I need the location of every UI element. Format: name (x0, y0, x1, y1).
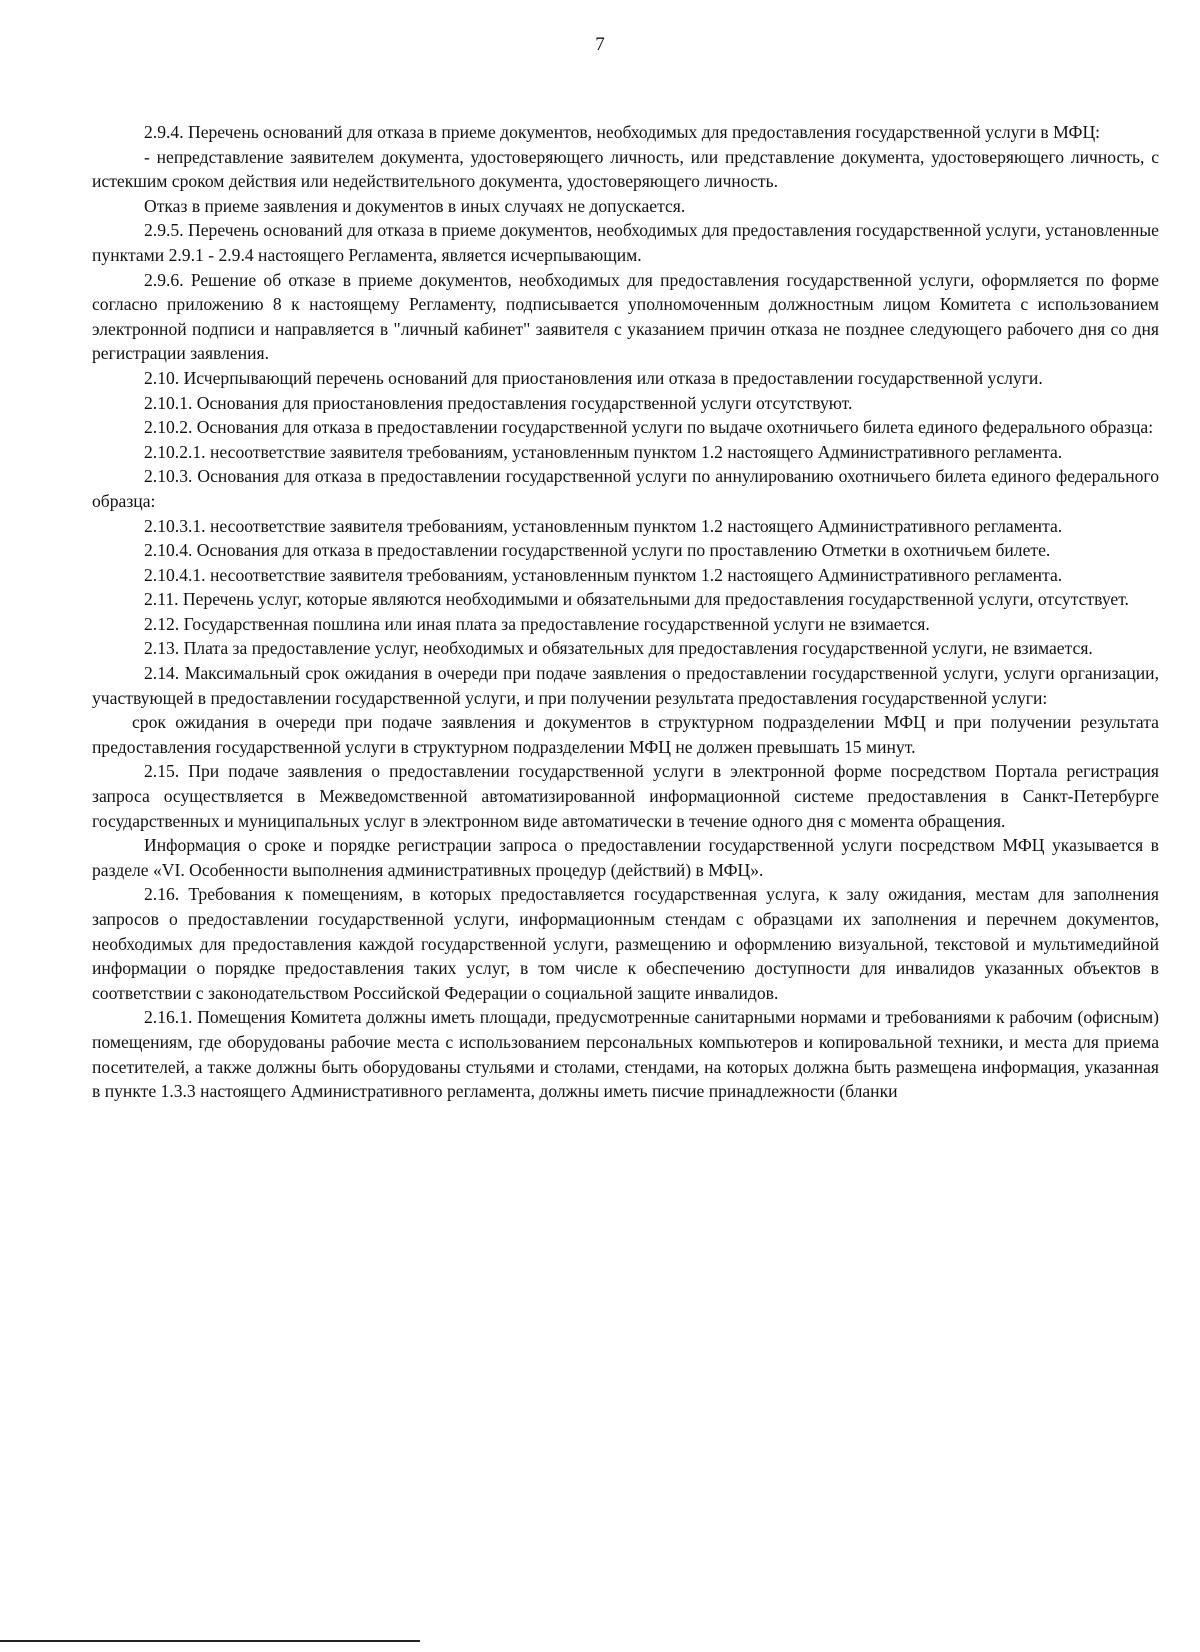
paragraph-2-14: 2.14. Максимальный срок ожидания в очереди при подаче заявления о предоставлении государственной услуги, услуги организации, участвующей в предоставлении государственной услуги, и при получении результата предоставления государственной услуги: (92, 663, 1159, 708)
paragraph-2-9-5: 2.9.5. Перечень оснований для отказа в приеме документов, необходимых для предоставления государственной услуги, установленные пунктами 2.9.1 - 2.9.4 настоящего Регламента, является исчерпывающим. (92, 220, 1159, 265)
paragraph-2-14-wait-time: срок ожидания в очереди при подаче заявления и документов в структурном подразделении МФЦ и при получении результата предоставления государственной услуги в структурном подразделении МФЦ не должен превышать 15 минут. (92, 712, 1159, 757)
paragraph-2-10-2-1: 2.10.2.1. несоответствие заявителя требованиям, установленным пунктом 1.2 настоящего Административного регламента. (144, 441, 1063, 462)
paragraph-2-10-3: 2.10.3. Основания для отказа в предоставлении государственной услуги по аннулированию охотничьего билета единого федерального образца: (92, 466, 1159, 511)
paragraph-2-9-6: 2.9.6. Решение об отказе в приеме документов, необходимых для предоставления государственной услуги, оформляется по форме согласно приложению 8 к настоящему Регламенту, подписывается уполномоченным должностным лицом Комитета с использованием электронной подписи и направляется в "личный кабинет" заявителя с указанием причин отказа не позднее следующего рабочего дня со дня регистрации заявления. (92, 269, 1159, 364)
paragraph-2-10-1: 2.10.1. Основания для приостановления предоставления государственной услуги отсутствуют. (144, 392, 853, 413)
paragraph-2-12: 2.12. Государственная пошлина или иная плата за предоставление государственной услуги не взимается. (144, 613, 930, 634)
paragraph-2-10-4: 2.10.4. Основания для отказа в предоставлении государственной услуги по проставлению Отметки в охотничьем билете. (144, 540, 1051, 561)
paragraph-2-11: 2.11. Перечень услуг, которые являются необходимыми и обязательными для предоставления государственной услуги, отсутствует. (144, 589, 1129, 610)
paragraph-2-9-4-item: - непредставление заявителем документа, удостоверяющего личность, или представление документа, удостоверяющего личность, с истекшим сроком действия или недействительного документа, удостоверяющего личность. (92, 146, 1159, 192)
document-body (92, 120, 1159, 1104)
footer-divider (0, 1640, 420, 1642)
paragraph-2-16-1: 2.16.1. Помещения Комитета должны иметь площади, предусмотренные санитарными нормами и требованиями к рабочим (офисным) помещениям, где оборудованы рабочие места с использованием персональных компьютеров и копировальной техники, и места для приема посетителей, а также должны быть оборудованы стульями и столами, стендами, на которых должна быть размещена информация, указанная в пункте 1.3.3 настоящего Административного регламента, должны иметь писчие принадлежности (бланки (92, 1007, 1159, 1102)
paragraph-2-16: 2.16. Требования к помещениям, в которых предоставляется государственная услуга, к залу ожидания, местам для заполнения запросов о предоставлении государственной услуги, информационным стендам с образцами их заполнения и перечнем документов, необходимых для предоставления каждой государственной услуги, размещению и оформлению визуальной, текстовой и мультимедийной информации о порядке предоставления таких услуг, в том числе к обеспечению доступности для инвалидов указанных объектов в соответствии с законодательством Российской Федерации о социальной защите инвалидов. (92, 884, 1159, 1003)
paragraph-2-10-2: 2.10.2. Основания для отказа в предоставлении государственной услуги по выдаче охотничьего билета единого федерального образца: (144, 417, 1154, 438)
paragraph-2-13: 2.13. Плата за предоставление услуг, необходимых и обязательных для предоставления государственной услуги, не взимается. (144, 638, 1093, 659)
paragraph-2-15: 2.15. При подаче заявления о предоставлении государственной услуги в электронной форме посредством Портала регистрация запроса осуществляется в Межведомственной автоматизированной информационной системе предоставления в Санкт-Петербурге государственных и муниципальных услуг в электронном виде автоматически в течение одного дня с момента обращения. (92, 761, 1159, 831)
paragraph-2-9-4: 2.9.4. Перечень оснований для отказа в приеме документов, необходимых для предоставления государственной услуги в МФЦ: (144, 122, 1101, 142)
paragraph-refusal-note: Отказ в приеме заявления и документов в иных случаях не допускается. (144, 195, 686, 216)
paragraph-2-15-info: Информация о сроке и порядке регистрации запроса о предоставлении государственной услуги посредством МФЦ указывается в разделе «VI. Особенности выполнения административных процедур (действий) в МФЦ». (92, 835, 1159, 880)
paragraph-2-10-4-1: 2.10.4.1. несоответствие заявителя требованиям, установленным пунктом 1.2 настоящего Административного регламента. (144, 564, 1063, 585)
paragraph-2-10-3-1: 2.10.3.1. несоответствие заявителя требованиям, установленным пунктом 1.2 настоящего Административного регламента. (144, 515, 1063, 536)
paragraph-2-10: 2.10. Исчерпывающий перечень оснований для приостановления или отказа в предоставлении государственной услуги. (144, 367, 1043, 388)
page-number: 7 (595, 34, 605, 55)
